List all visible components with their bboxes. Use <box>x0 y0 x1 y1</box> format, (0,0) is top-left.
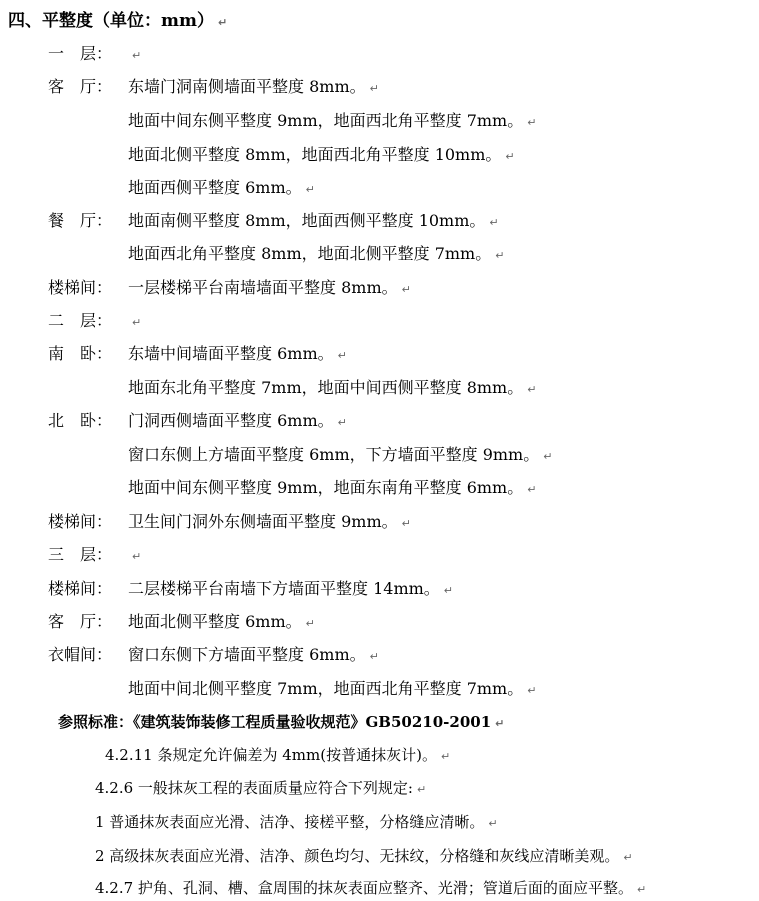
paragraph-mark-icon: ↵ <box>488 817 498 830</box>
line-south-bedroom-1: 南 卧： 东墙中间墙面平整度 6mm。 ↵ <box>48 344 347 363</box>
paragraph-mark-icon: ↵ <box>132 550 142 563</box>
note-4-2-6: 4.2.6 一般抹灰工程的表面质量应符合下列规定: ↵ <box>95 779 427 797</box>
line-south-bedroom-2: 地面东北角平整度 7mm，地面中间西侧平整度 8mm。 ↵ <box>128 378 537 397</box>
paragraph-mark-icon: ↵ <box>440 750 451 763</box>
line-stairwell-2: 楼梯间： 卫生间门洞外东侧墙面平整度 9mm。 ↵ <box>48 512 411 531</box>
paragraph-mark-icon: ↵ <box>623 851 633 864</box>
paragraph-mark-icon: ↵ <box>417 783 427 796</box>
paragraph-mark-icon: ↵ <box>527 483 537 496</box>
paragraph-mark-icon: ↵ <box>305 183 315 196</box>
line-living-room-2: 地面中间东侧平整度 9mm，地面西北角平整度 7mm。 ↵ <box>128 111 537 130</box>
paragraph-mark-icon: ↵ <box>305 617 315 630</box>
paragraph-mark-icon: ↵ <box>527 383 537 396</box>
paragraph-mark-icon: ↵ <box>401 517 411 530</box>
paragraph-mark-icon: ↵ <box>132 49 142 62</box>
line-living-room-3f: 客 厅： 地面北侧平整度 6mm。 ↵ <box>48 612 315 631</box>
note-4-2-7: 4.2.7 护角、孔洞、槽、盒周围的抹灰表面应整齐、光滑；管道后面的面应平整。 ↵ <box>95 879 647 897</box>
section-heading-text: 四、平整度（单位：mm） <box>8 11 214 31</box>
line-stairwell-1: 楼梯间： 一层楼梯平台南墙墙面平整度 8mm。 ↵ <box>48 278 411 297</box>
section-heading <box>8 10 227 34</box>
paragraph-mark-icon: ↵ <box>495 249 505 262</box>
line-north-bedroom-3: 地面中间东侧平整度 9mm，地面东南角平整度 6mm。 ↵ <box>128 478 537 497</box>
line-north-bedroom-2: 窗口东侧上方墙面平整度 6mm，下方墙面平整度 9mm。 ↵ <box>128 445 553 464</box>
reference-standard: 参照标准：《建筑装饰装修工程质量验收规范》GB50210-2001 ↵ <box>58 713 505 731</box>
paragraph-mark-icon: ↵ <box>489 216 499 229</box>
paragraph-mark-icon: ↵ <box>132 316 142 329</box>
paragraph-mark-icon: ↵ <box>217 16 228 29</box>
line-floor-1: 一 层： ↵ <box>48 44 142 63</box>
paragraph-mark-icon: ↵ <box>527 116 537 129</box>
line-floor-2: 二 层： ↵ <box>48 311 142 330</box>
note-item-2: 2 高级抹灰表面应光滑、洁净、颜色均匀、无抹纹，分格缝和灰线应清晰美观。 ↵ <box>95 847 633 865</box>
line-stairwell-3: 楼梯间： 二层楼梯平台南墙下方墙面平整度 14mm。 ↵ <box>48 579 454 598</box>
line-living-room-1: 客 厅： 东墙门洞南侧墙面平整度 8mm。 ↵ <box>48 77 379 96</box>
line-north-bedroom-1: 北 卧： 门洞西侧墙面平整度 6mm。 ↵ <box>48 411 347 430</box>
line-dining-room-1: 餐 厅： 地面南侧平整度 8mm，地面西侧平整度 10mm。 ↵ <box>48 211 499 230</box>
paragraph-mark-icon: ↵ <box>337 416 347 429</box>
line-living-room-3: 地面北侧平整度 8mm，地面西北角平整度 10mm。 ↵ <box>128 145 515 164</box>
paragraph-mark-icon: ↵ <box>337 349 347 362</box>
paragraph-mark-icon: ↵ <box>636 883 647 896</box>
paragraph-mark-icon: ↵ <box>369 82 379 95</box>
paragraph-mark-icon: ↵ <box>543 450 553 463</box>
line-cloakroom-1: 衣帽间： 窗口东侧下方墙面平整度 6mm。 ↵ <box>48 645 379 664</box>
note-4-2-11: 4.2.11 条规定允许偏差为 4mm(按普通抹灰计)。 ↵ <box>105 746 451 764</box>
paragraph-mark-icon: ↵ <box>401 283 411 296</box>
paragraph-mark-icon: ↵ <box>495 717 505 730</box>
line-dining-room-2: 地面西北角平整度 8mm，地面北侧平整度 7mm。 ↵ <box>128 244 505 263</box>
paragraph-mark-icon: ↵ <box>505 150 515 163</box>
paragraph-mark-icon: ↵ <box>443 584 454 597</box>
paragraph-mark-icon: ↵ <box>527 684 537 697</box>
paragraph-mark-icon: ↵ <box>369 650 379 663</box>
line-floor-3: 三 层： ↵ <box>48 545 142 564</box>
line-cloakroom-2: 地面中间北侧平整度 7mm，地面西北角平整度 7mm。 ↵ <box>128 679 537 698</box>
line-living-room-4: 地面西侧平整度 6mm。 ↵ <box>128 178 315 197</box>
note-item-1: 1 普通抹灰表面应光滑、洁净、接槎平整，分格缝应清晰。 ↵ <box>95 813 498 831</box>
